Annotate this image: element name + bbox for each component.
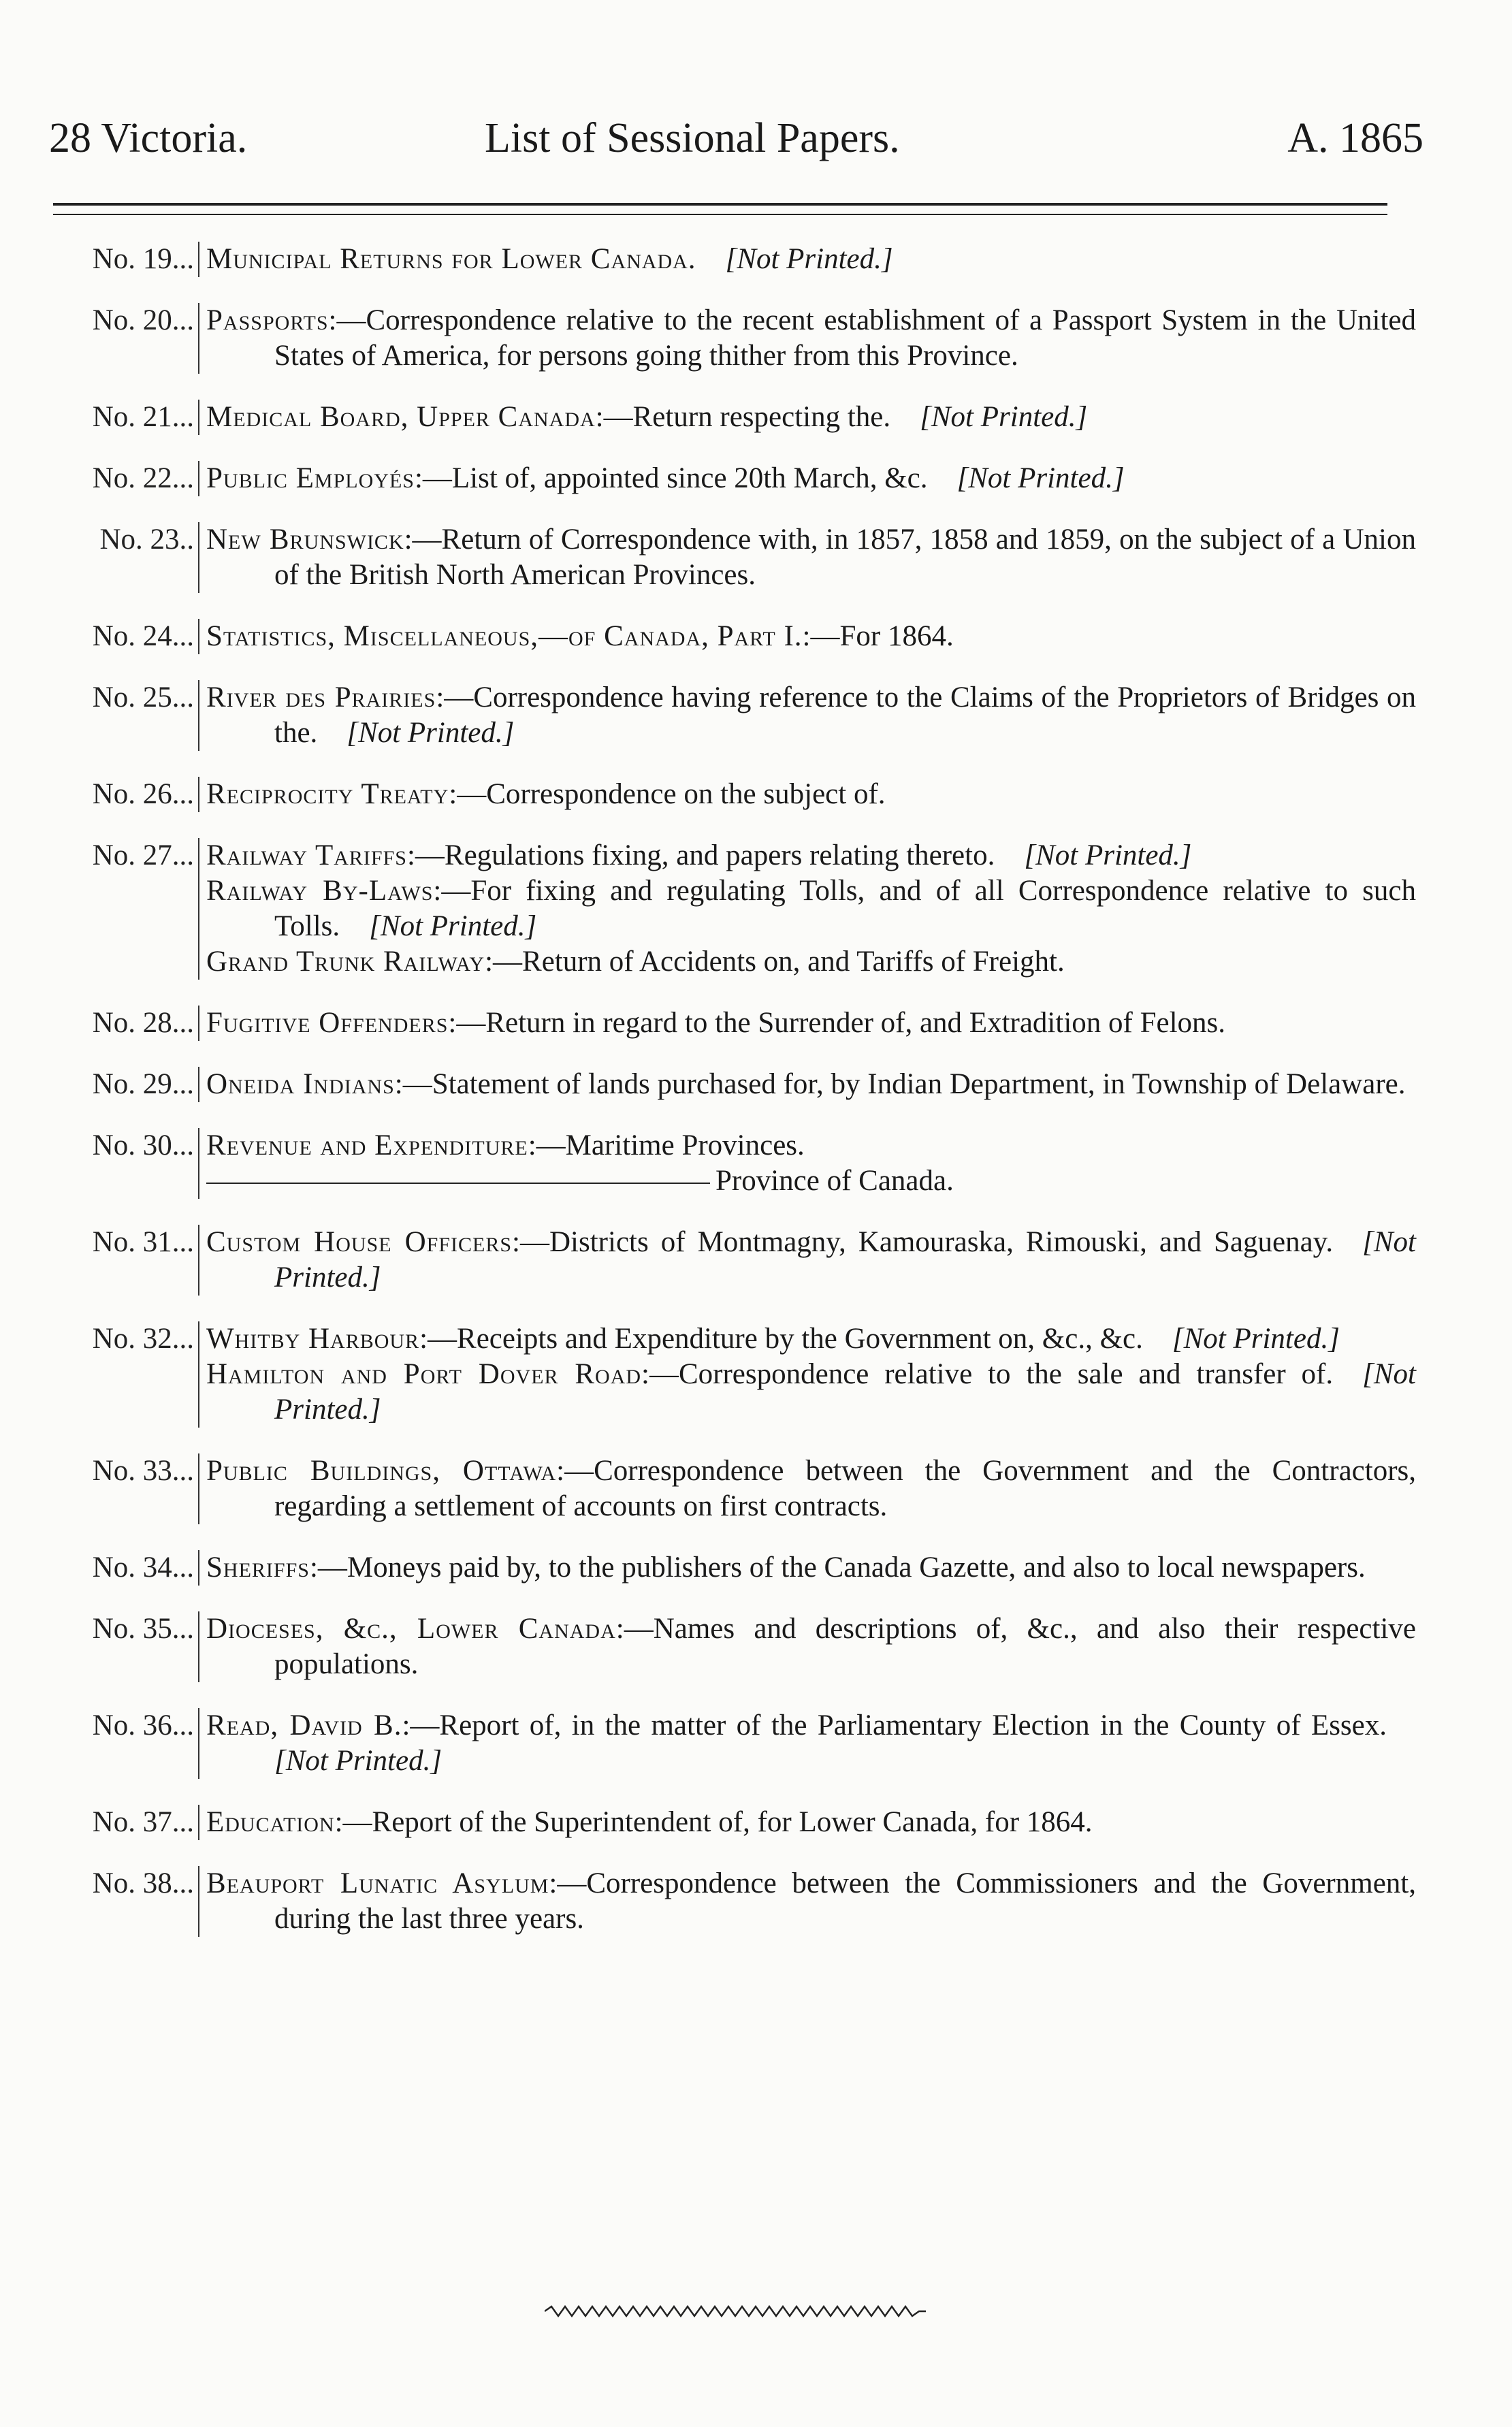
paper-heading: Dioceses, &c., Lower Canada (206, 1613, 616, 1645)
paper-text: :—Districts of Montmagny, Kamouraska, Rimouski, and Saguenay. (512, 1226, 1334, 1258)
paper-description (198, 680, 1416, 751)
header-rule (53, 203, 1387, 215)
paper-entry (41, 838, 1416, 980)
paper-entry (41, 777, 1416, 812)
paper-description (198, 1611, 1416, 1682)
header-session: 28 Victoria. (49, 115, 248, 161)
paper-heading: Medical Board, Upper Canada (206, 401, 596, 433)
paper-paragraph (206, 619, 1416, 654)
paper-heading: Grand Trunk Railway (206, 946, 485, 978)
not-printed-note: [Not Printed.] (369, 910, 537, 942)
page-title: List of Sessional Papers. (485, 115, 900, 161)
paper-entry (41, 1453, 1416, 1524)
paper-number: No. 27... (92, 839, 194, 871)
paper-description (198, 1067, 1416, 1102)
not-printed-note: [Not Printed.] (1172, 1323, 1340, 1355)
paper-heading: Statistics, Miscellaneous,—of Canada, Part I. (206, 620, 803, 652)
paper-number: No. 25... (92, 681, 194, 713)
paper-number: No. 30... (92, 1129, 194, 1161)
paper-heading: Public Employés (206, 462, 415, 494)
paper-heading: Public Buildings, Ottawa (206, 1455, 557, 1487)
paper-number: No. 38... (92, 1867, 194, 1899)
paper-heading: Reciprocity Treaty (206, 778, 449, 810)
paper-description (198, 1128, 1416, 1199)
paper-paragraph (206, 873, 1416, 944)
paper-heading: Passports (206, 304, 329, 336)
paper-number: No. 28... (92, 1007, 194, 1039)
paper-number: No. 29... (92, 1068, 194, 1100)
paper-heading: Read, David B. (206, 1709, 402, 1741)
paper-description (198, 522, 1416, 593)
paper-text: :—Names and descriptions of, &c., and also their respective populations. (274, 1613, 1416, 1680)
paper-text: :—Correspondence on the subject of. (449, 778, 886, 810)
paper-paragraph (206, 680, 1416, 751)
header-year: A. 1865 (1287, 115, 1423, 161)
paper-number: No. 34... (92, 1552, 194, 1584)
paper-number: No. 22... (92, 462, 194, 494)
paper-paragraph (206, 1708, 1416, 1779)
paper-entry (41, 1708, 1416, 1779)
paper-entry (41, 1067, 1416, 1102)
paper-paragraph (206, 1611, 1416, 1682)
not-printed-note: [Not Printed.] (725, 243, 893, 275)
paper-heading: Custom House Officers (206, 1226, 513, 1258)
paper-text: :—Correspondence between the Commissioners and the Government, during the last three years. (274, 1867, 1416, 1935)
paper-paragraph (206, 303, 1416, 374)
paper-text: :—Statement of lands purchased for, by Indian Department, in Township of Delaware. (394, 1068, 1406, 1100)
paper-heading: Whitby Harbour (206, 1323, 420, 1355)
paper-number: No. 32... (92, 1323, 194, 1355)
paper-description (198, 400, 1416, 435)
paper-paragraph (206, 1067, 1416, 1102)
paper-paragraph (206, 838, 1416, 873)
paper-number: No. 33... (92, 1455, 194, 1487)
paper-heading: Education (206, 1806, 335, 1838)
paper-heading: Municipal Returns for Lower Canada. (206, 243, 696, 275)
not-printed-note: [Not Printed.] (347, 717, 515, 749)
paper-description (198, 777, 1416, 812)
paper-description (198, 242, 1416, 277)
paper-paragraph (206, 777, 1416, 812)
paper-heading: Railway Tariffs (206, 839, 407, 871)
paper-heading: Oneida Indians (206, 1068, 395, 1100)
paper-description (198, 1453, 1416, 1524)
paper-entry (41, 680, 1416, 751)
paper-entry (41, 1866, 1416, 1937)
paper-number: No. 26... (92, 778, 194, 810)
not-printed-note: [Not Printed.] (274, 1358, 1416, 1426)
paper-description (198, 838, 1416, 980)
paper-paragraph (206, 461, 1416, 496)
paper-entry (41, 1805, 1416, 1840)
paper-heading: Fugitive Offenders (206, 1007, 449, 1039)
paper-description (198, 1866, 1416, 1937)
ditto-rule (206, 1183, 710, 1184)
paper-text: :—Maritime Provinces. (528, 1129, 805, 1161)
sessional-papers-list (41, 242, 1416, 1963)
paper-heading: Sheriffs (206, 1552, 310, 1584)
paper-number: No. 23.. (99, 524, 194, 556)
paper-paragraph (206, 1357, 1416, 1428)
paper-description (198, 1708, 1416, 1779)
paper-text: :—For 1864. (802, 620, 954, 652)
paper-paragraph (206, 1128, 1416, 1163)
paper-entry (41, 461, 1416, 496)
paper-text: :—Report of the Superintendent of, for Lower Canada, for 1864. (334, 1806, 1093, 1838)
paper-paragraph (206, 522, 1416, 593)
paper-paragraph (206, 1225, 1416, 1296)
paper-heading: Beauport Lunatic Asylum (206, 1867, 549, 1899)
paper-entry (41, 1128, 1416, 1199)
paper-text: :—Regulations fixing, and papers relating thereto. (406, 839, 995, 871)
paper-heading: Railway By-Laws (206, 875, 434, 907)
not-printed-note: [Not Printed.] (956, 462, 1125, 494)
paper-number: No. 21... (92, 401, 194, 433)
paper-description (198, 461, 1416, 496)
paper-entry (41, 242, 1416, 277)
paper-paragraph (206, 400, 1416, 435)
paper-number: No. 19... (92, 243, 194, 275)
paper-paragraph (206, 1550, 1416, 1586)
paper-paragraph (206, 944, 1416, 980)
paper-paragraph (206, 1453, 1416, 1524)
end-ornament (545, 2301, 926, 2321)
paper-entry (41, 619, 1416, 654)
paper-number: No. 35... (92, 1613, 194, 1645)
paper-text: :—Moneys paid by, to the publishers of the Canada Gazette, and also to local newspapers. (309, 1552, 1366, 1584)
paper-description (198, 1550, 1416, 1586)
paper-text: :—Return of Accidents on, and Tariffs of Freight. (485, 946, 1065, 978)
paper-text: :—Report of, in the matter of the Parliamentary Election in the County of Essex. (402, 1709, 1387, 1741)
paper-number: No. 20... (92, 304, 194, 336)
paper-description (198, 1006, 1416, 1041)
paper-text: Province of Canada. (715, 1165, 954, 1197)
paper-description (198, 303, 1416, 374)
not-printed-note: [Not Printed.] (274, 1745, 443, 1777)
paper-text: :—Correspondence between the Government and the Contractors, regarding a settlement of accounts on first contracts. (274, 1455, 1416, 1522)
paper-entry (41, 1550, 1416, 1586)
paper-text: :—Return in regard to the Surrender of, and Extradition of Felons. (448, 1007, 1226, 1039)
paper-text: :—Receipts and Expenditure by the Government on, &c., &c. (419, 1323, 1143, 1355)
paper-text: :—Correspondence relative to the recent establishment of a Passport System in the United States of America, for persons going thither from this Province. (274, 304, 1416, 372)
page-header (49, 114, 1423, 169)
paper-entry (41, 1321, 1416, 1428)
paper-number: No. 24... (92, 620, 194, 652)
not-printed-note: [Not Printed.] (920, 401, 1088, 433)
paper-description (198, 619, 1416, 654)
paper-entry (41, 522, 1416, 593)
paper-description (198, 1805, 1416, 1840)
paper-text: :—Correspondence having reference to the Claims of the Proprietors of Bridges on the. (274, 681, 1416, 749)
paper-entry (41, 1006, 1416, 1041)
paper-entry (41, 1225, 1416, 1296)
paper-text: :—Correspondence relative to the sale and transfer of. (641, 1358, 1334, 1390)
paper-heading: New Brunswick (206, 524, 404, 556)
not-printed-note: [Not Printed.] (1024, 839, 1192, 871)
paper-paragraph (206, 1321, 1416, 1357)
paper-paragraph (206, 1866, 1416, 1937)
paper-paragraph (206, 1805, 1416, 1840)
paper-text: :—Return of Correspondence with, in 1857, 1858 and 1859, on the subject of a Union of the British North American Provinces. (274, 524, 1416, 591)
paper-paragraph (206, 242, 1416, 277)
paper-paragraph (206, 1006, 1416, 1041)
dash-continuation-line (206, 1163, 1416, 1199)
paper-entry (41, 400, 1416, 435)
paper-description (198, 1225, 1416, 1296)
paper-heading: Revenue and Expenditure (206, 1129, 528, 1161)
paper-number: No. 31... (92, 1226, 194, 1258)
paper-text: :—List of, appointed since 20th March, &c. (414, 462, 928, 494)
paper-number: No. 37... (92, 1806, 194, 1838)
not-printed-note: [Not Printed.] (274, 1226, 1416, 1293)
paper-heading: Hamilton and Port Dover Road (206, 1358, 642, 1390)
paper-entry (41, 303, 1416, 374)
paper-text: :—Return respecting the. (595, 401, 891, 433)
paper-heading: River des Prairies (206, 681, 436, 713)
paper-number: No. 36... (92, 1709, 194, 1741)
paper-description (198, 1321, 1416, 1428)
paper-text: :—For fixing and regulating Tolls, and of all Correspondence relative to such Tolls. (274, 875, 1416, 942)
paper-entry (41, 1611, 1416, 1682)
